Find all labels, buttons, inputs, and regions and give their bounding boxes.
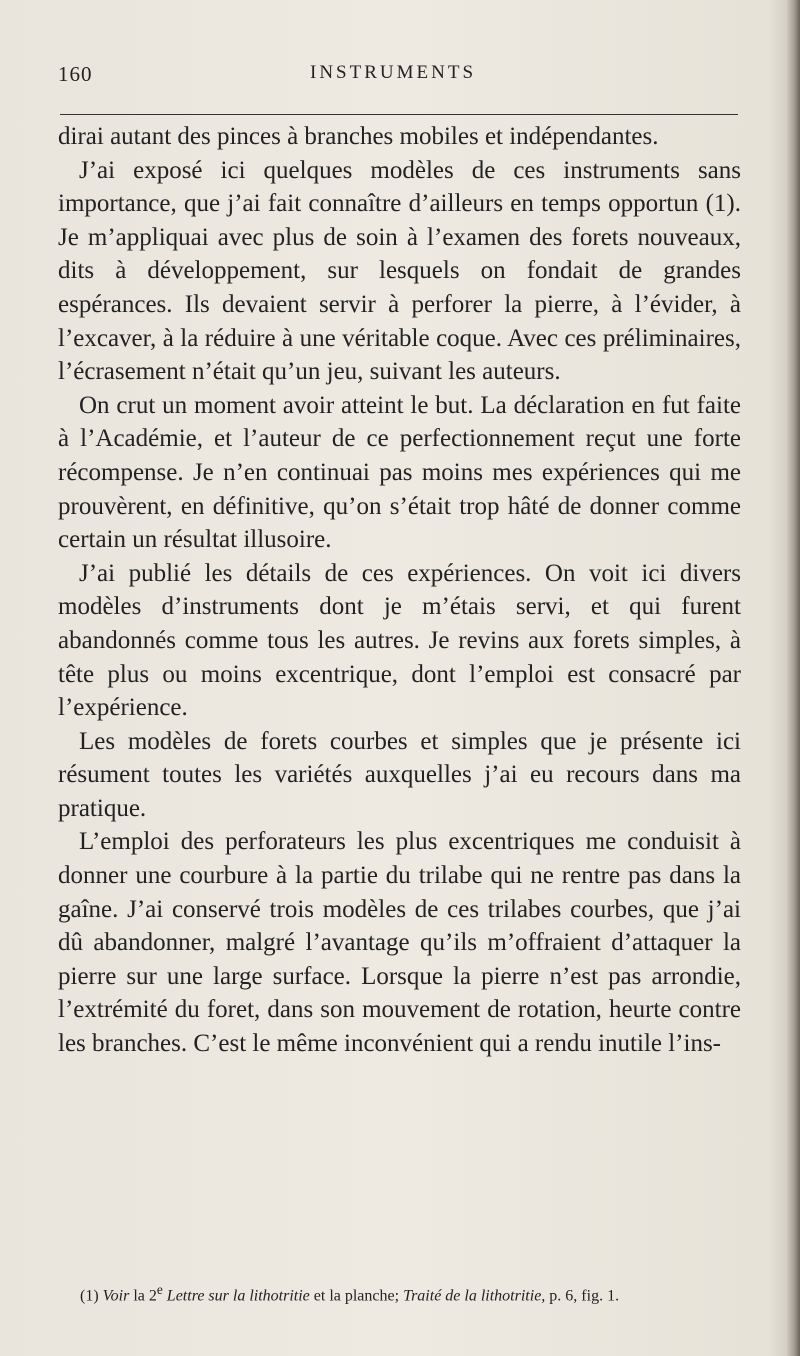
paragraph: dirai autant des pinces à branches mobiles et indépendantes. [58,123,659,150]
header-rule [60,114,738,115]
footnote-text: p. 6, fig. 1. [545,1287,620,1305]
footnote-text: et la planche; [309,1287,404,1305]
page-number: 160 [58,62,93,86]
paragraph: L’emploi des perforateurs les plus excentriques me conduisit à donner une courbure à la partie du trilabe qui ne rentre pas dans la gaîne. J’ai conservé trois modèles de ces trilabes courbes, que j’ai dû abandonner, malgré l’avantage qu’ils m’offraient d’attaquer la pierre sur une large surface. Lorsque la pierre n’est pas arrondie, l’extrémité du foret, dans son mouvement de rotation, heurte contre les branches. C’est le même inconvénient qui a rendu inutile l’ins- [58,828,741,1058]
paragraph: On crut un moment avoir atteint le but. La déclaration en fut faite à l’Académie, et l’auteur de ce perfectionnement reçut une forte récompense. Je n’en continuai pas moins mes expériences qui me prouvèrent, en définitive, qu’on s’était trop hâté de donner comme certain un résultat illusoire. [58,391,741,554]
body-text [58,120,741,1061]
page-header [58,62,738,92]
running-head: INSTRUMENTS [310,62,477,83]
footnote-voir: Voir [102,1287,130,1305]
paragraph: J’ai exposé ici quelques modèles de ces instruments sans importance, que j’ai fait connaître d’ailleurs en temps opportun (1). Je m’appliquai avec plus de soin à l’examen des forets nouveaux, dits à développement, sur lesquels on fondait de grandes espérances. Ils devaient servir à perforer la pierre, à l’évider, à l’excaver, à la réduire à une véritable coque. Avec ces préliminaires, l’écrasement n’était qu’un jeu, suivant les auteurs. [58,156,741,386]
footnote-title-traite: Traité de la lithotritie, [403,1287,546,1305]
footnote-title-lettre: Lettre sur la lithotritie [166,1287,310,1305]
paragraph: J’ai publié les détails de ces expériences. On voit ici divers modèles d’instruments dont je m’étais servi, et qui furent abandonnés comme tous les autres. Je revins aux forets simples, à tête plus ou moins excentrique, dont l’emploi est consacré par l’expérience. [58,559,741,722]
footnote-marker: (1) [80,1287,99,1305]
paragraph: Les modèles de forets courbes et simples que je présente ici résument toutes les variétés auxquelles j’ai eu recours dans ma pratique. [58,727,741,822]
page-edge-shadow [786,0,800,1356]
footnote [80,1278,750,1307]
footnote-text: la 2 [129,1287,157,1305]
footnote-superscript: e [156,1282,163,1297]
